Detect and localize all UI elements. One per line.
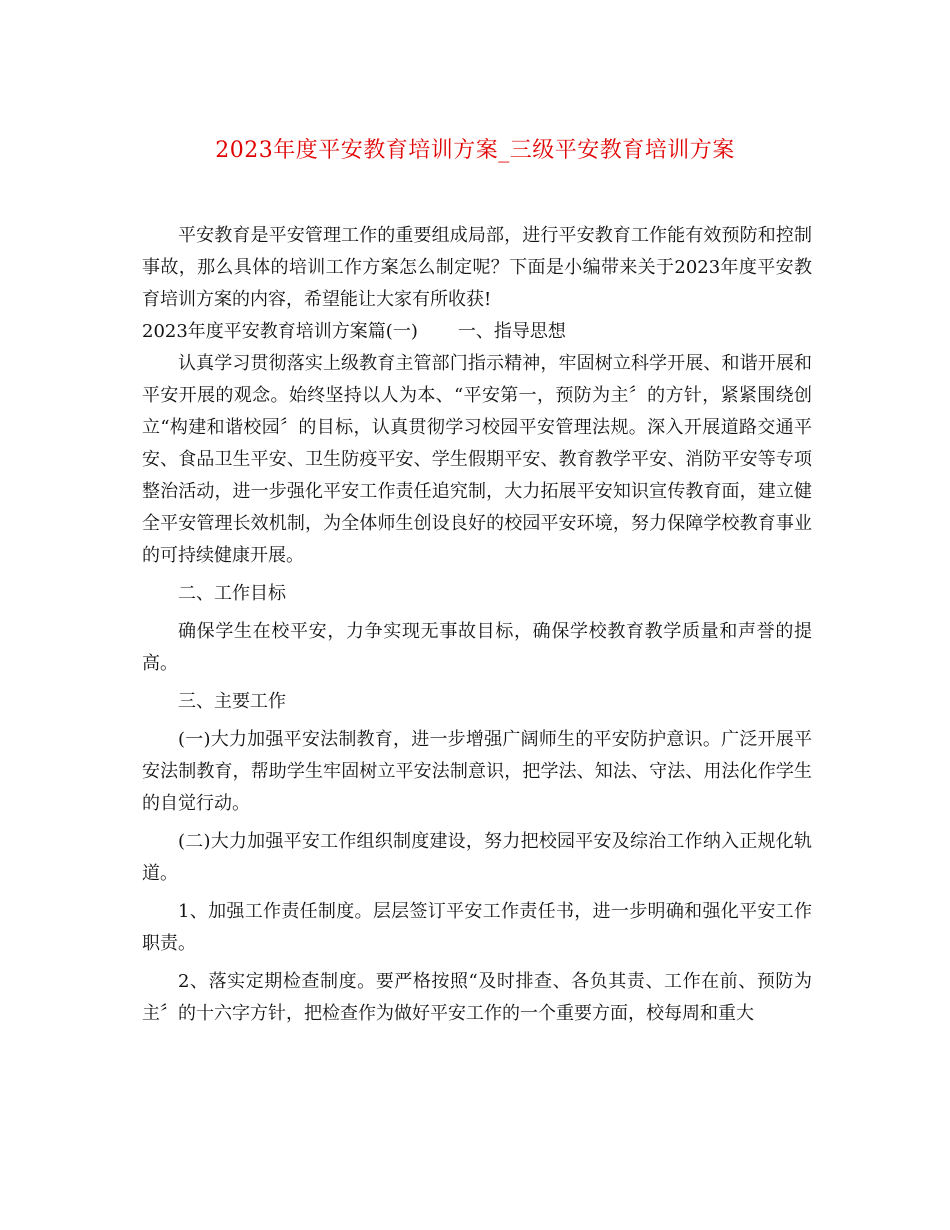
heading-guiding-ideology: 一、指导思想 [457,321,566,342]
section-heading-line [142,316,812,348]
document-body [142,220,812,1030]
paragraph-legal-education: (一)大力加强平安法制教育，进一步增强广阔师生的平安防护意识。广泛开展平安法制教育，帮助学生牢固树立平安法制意识，把学法、知法、守法、用法化作学生的自觉行动。 [142,729,812,814]
paragraph-responsibility: 1、加强工作责任制度。层层签订平安工作责任书，进一步明确和强化平安工作职责。 [142,901,812,954]
paragraph-organization: (二)大力加强平安工作组织制度建设，努力把校园平安及综治工作纳入正规化轨道。 [142,831,812,884]
document-title: 2023年度平安教育培训方案_三级平安教育培训方案 [215,138,735,163]
heading-main-work: 三、主要工作 [178,691,286,712]
paragraph-inspection: 2、落实定期检查制度。要严格按照“及时排查、各负其责、工作在前、预防为主〞的十六字方针，把检查作为做好平安工作的一个重要方面，校每周和重大 [142,971,812,1024]
heading-work-goals: 二、工作目标 [178,583,286,604]
paragraph-work-goals: 确保学生在校平安，力争实现无事故目标，确保学校教育教学质量和声誉的提高。 [142,621,812,674]
paragraph-guiding-ideology: 认真学习贯彻落实上级教育主管部门指示精神，牢固树立科学开展、和谐开展和平安开展的观念。始终坚持以人为本、“平安第一，预防为主〞的方针，紧紧围绕创立“构建和谐校园〞的目标，认真贯彻学习校园平安管理法规。深入开展道路交通平安、食品卫生平安、卫生防疫平安、学生假期平安、教育教学平安、消防平安等专项整治活动，进一步强化平安工作责任追究制，大力拓展平安知识宣传教育面，建立健全平安管理长效机制，为全体师生创设良好的校园平安环境，努力保障学校教育事业的可持续健康开展。 [142,353,812,566]
intro-paragraph: 平安教育是平安管理工作的重要组成局部，进行平安教育工作能有效预防和控制事故，那么具体的培训工作方案怎么制定呢？下面是小编带来关于2023年度平安教育培训方案的内容，希望能让大家有所收获! [142,225,812,310]
section-heading: 2023年度平安教育培训方案篇(一) [142,321,418,342]
